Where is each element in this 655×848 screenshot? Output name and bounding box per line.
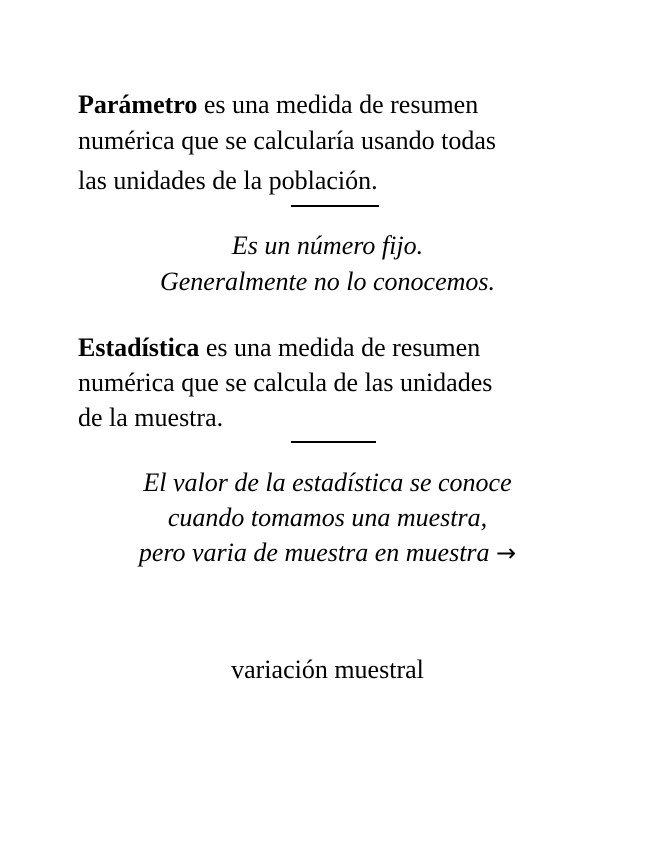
estadistica-term: Estadística [78,333,200,362]
estadistica-line-1 [78,330,578,365]
estadistica-line-2: numérica que se calcula de las unidades [78,368,493,397]
parametro-note-line-2: Generalmente no lo conocemos. [159,267,496,296]
parametro-line-1 [78,87,578,123]
estadistica-definition [78,330,578,435]
parametro-term: Parámetro [78,90,198,119]
parametro-definition [78,87,578,203]
underline-rule-poblacion [291,205,379,207]
parametro-note-line-1: Es un número fijo. [231,231,424,260]
estadistica-note-line-2: cuando tomamos una muestra, [167,503,488,532]
estadistica-note [0,465,655,571]
parametro-definition-text-1: es una medida de resumen [197,90,479,119]
parametro-line-3: las unidades de la población. [78,166,378,195]
arrow-right-icon: → [496,539,517,567]
estadistica-definition-text-1: es una medida de resumen [199,333,481,362]
underline-rule-muestra [291,441,376,443]
estadistica-line-3: de la muestra. [78,403,224,432]
estadistica-note-line-3 [0,535,655,571]
parametro-note [0,228,655,300]
parametro-line-2: numérica que se calcularía usando todas [78,126,496,155]
variacion-muestral-label: variación muestral [231,655,424,684]
estadistica-note-line-1: El valor de la estadística se conoce [143,468,512,497]
estadistica-note-line-3-text: pero varia de muestra en muestra [138,538,497,567]
